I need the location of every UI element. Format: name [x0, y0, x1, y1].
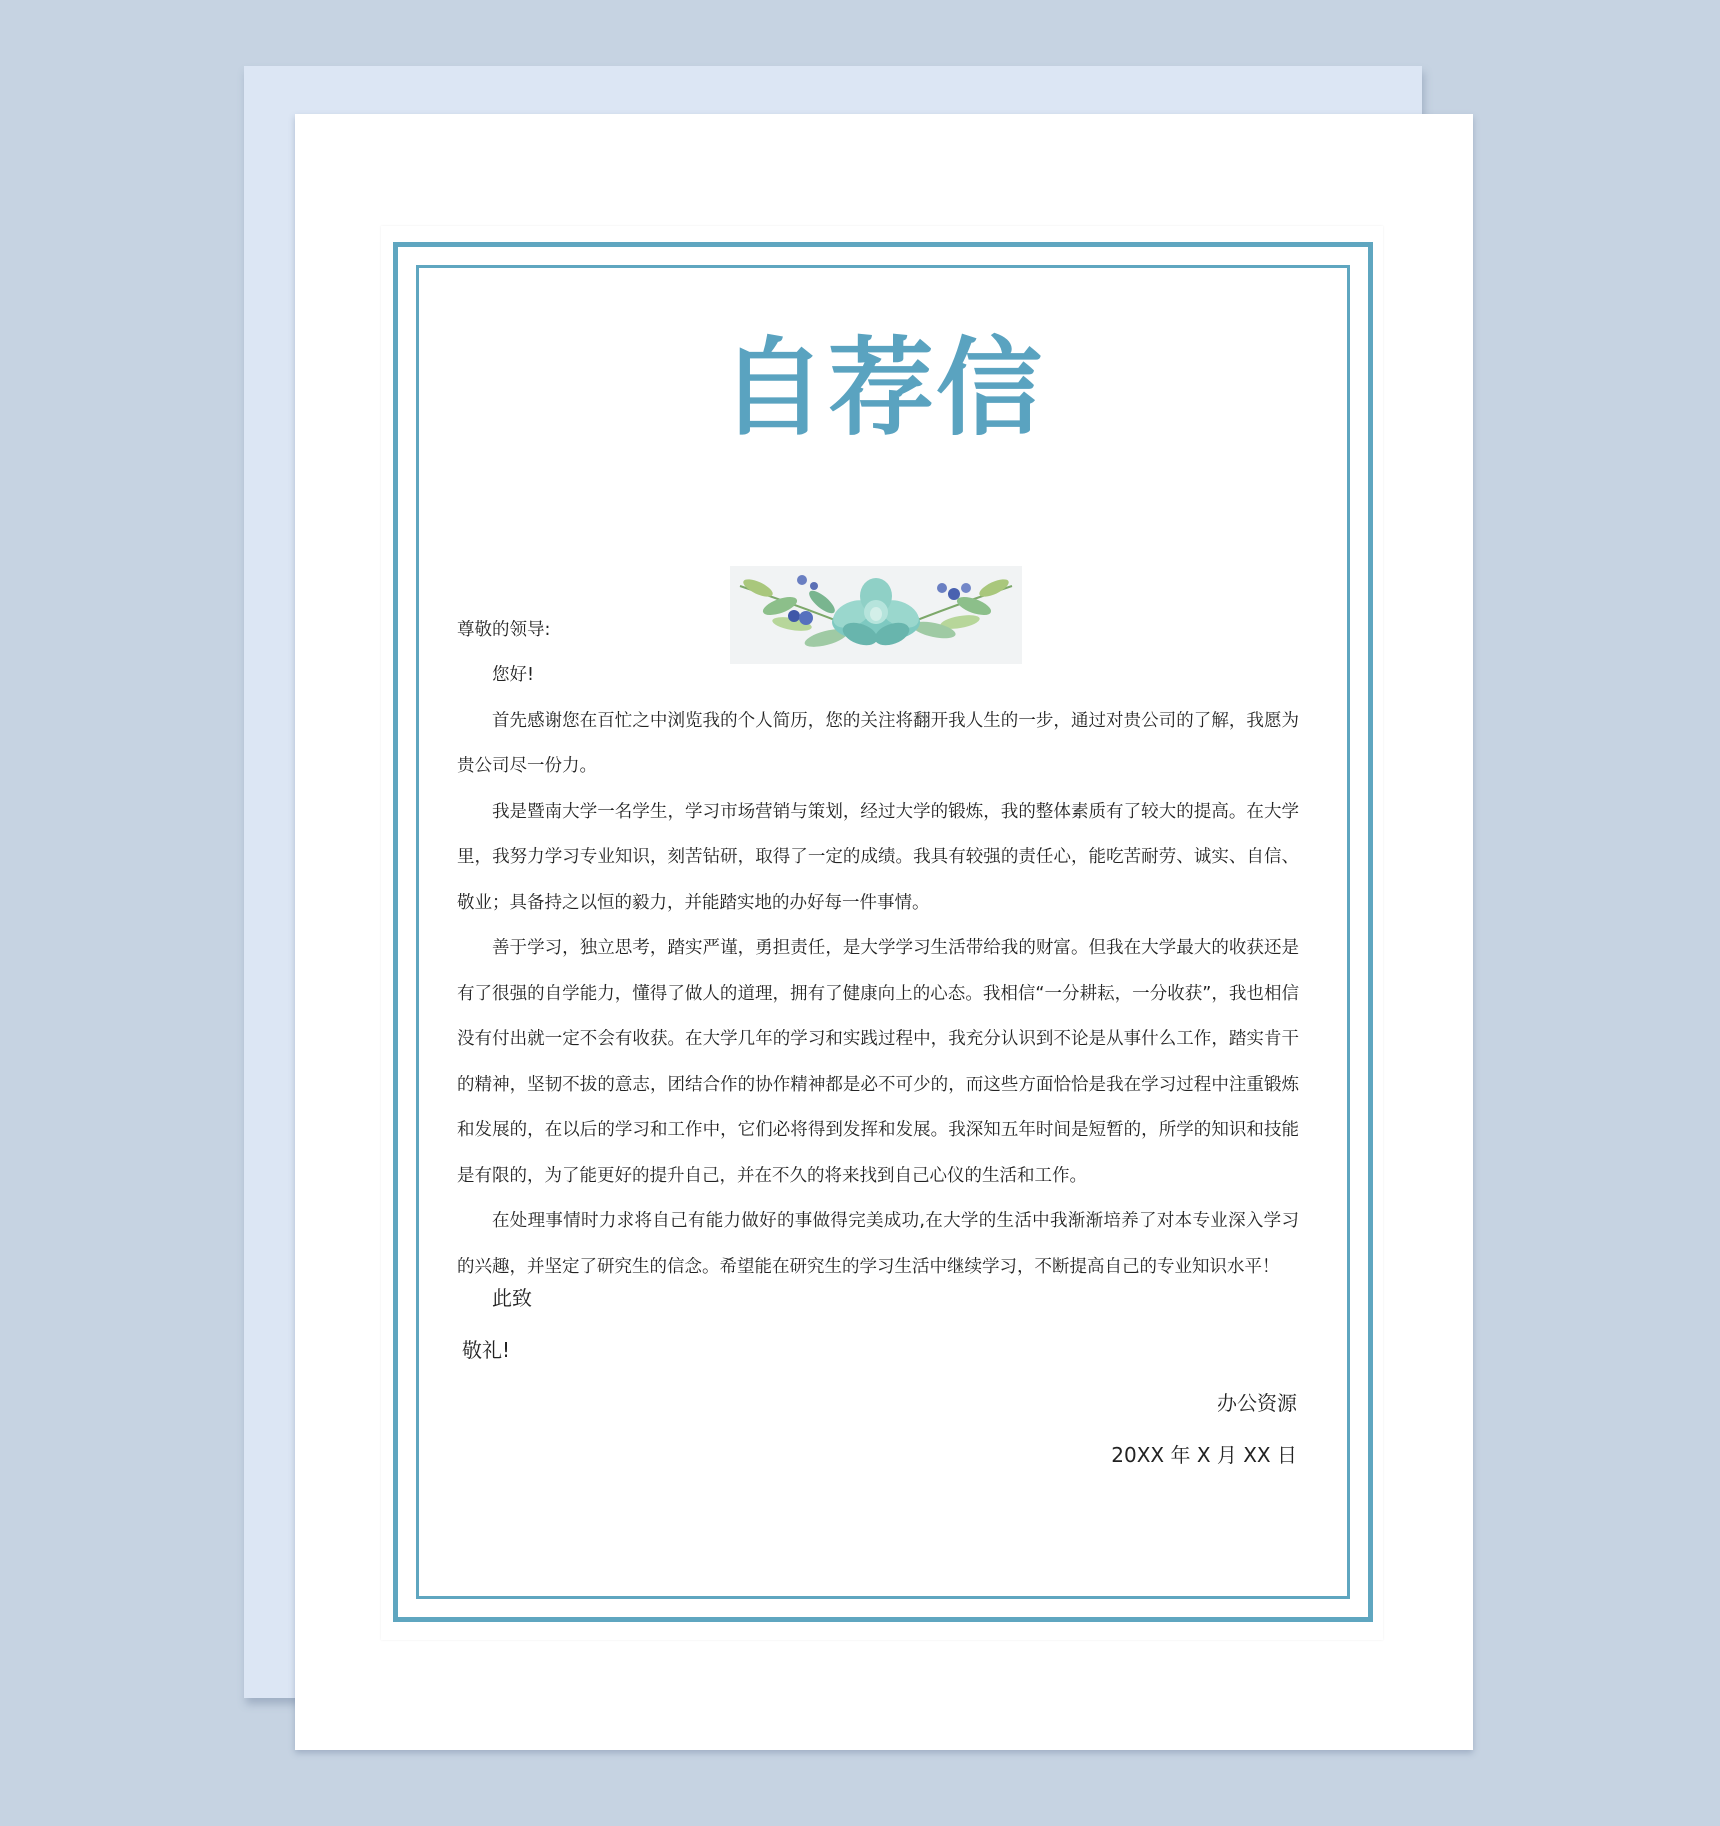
- signer-name: 办公资源: [1217, 1391, 1297, 1415]
- letter-date: 20XX 年 X 月 XX 日: [1111, 1443, 1297, 1467]
- body-paragraph: 首先感谢您在百忙之中浏览我的个人简历，您的关注将翻开我人生的一步，通过对贵公司的了解，我愿为贵公司尽一份力。: [457, 710, 1299, 776]
- body-paragraph: 善于学习，独立思考，踏实严谨，勇担责任，是大学学习生活带给我的财富。但我在大学最大的收获还是有了很强的自学能力，懂得了做人的道理，拥有了健康向上的心态。我相信“一分耕耘，一分收获”，我也相信没有付出就一定不会有收获。在大学几年的学习和实践过程中，我充分认识到不论是从事什么工作，踏实肯干的精神，坚韧不拔的意志，团结合作的协作精神都是必不可少的，而这些方面恰恰是我在学习过程中注重锻炼和发展的，在以后的学习和工作中，它们必将得到发挥和发展。我深知五年时间是短暂的，所学的知识和技能是有限的，为了能更好的提升自己，并在不久的将来找到自己心仪的生活和工作。: [457, 938, 1299, 1186]
- body-paragraph: 在处理事情时力求将自己有能力做好的事做得完美成功,在大学的生活中我渐渐培养了对本专业深入学习的兴趣，并坚定了研究生的信念。希望能在研究生的学习生活中继续学习，不断提高自己的专业知识水平！: [457, 1211, 1299, 1277]
- letter-title: 自荐信: [720, 327, 1044, 450]
- greeting-paragraph: 您好!: [492, 665, 535, 685]
- closing-line-1: 此致: [492, 1286, 532, 1310]
- letter-body: [457, 608, 1299, 1290]
- body-paragraph: 我是暨南大学一名学生，学习市场营销与策划，经过大学的锻炼，我的整体素质有了较大的提高。在大学里，我努力学习专业知识，刻苦钻研，取得了一定的成绩。我具有较强的责任心，能吃苦耐劳、诚实、自信、敬业；具备持之以恒的毅力，并能踏实地的办好每一件事情。: [457, 801, 1299, 913]
- front-paper-sheet: [295, 114, 1473, 1750]
- closing-line-2: 敬礼!: [462, 1338, 511, 1362]
- letter-page: [381, 226, 1383, 1640]
- salutation: 尊敬的领导:: [457, 620, 551, 640]
